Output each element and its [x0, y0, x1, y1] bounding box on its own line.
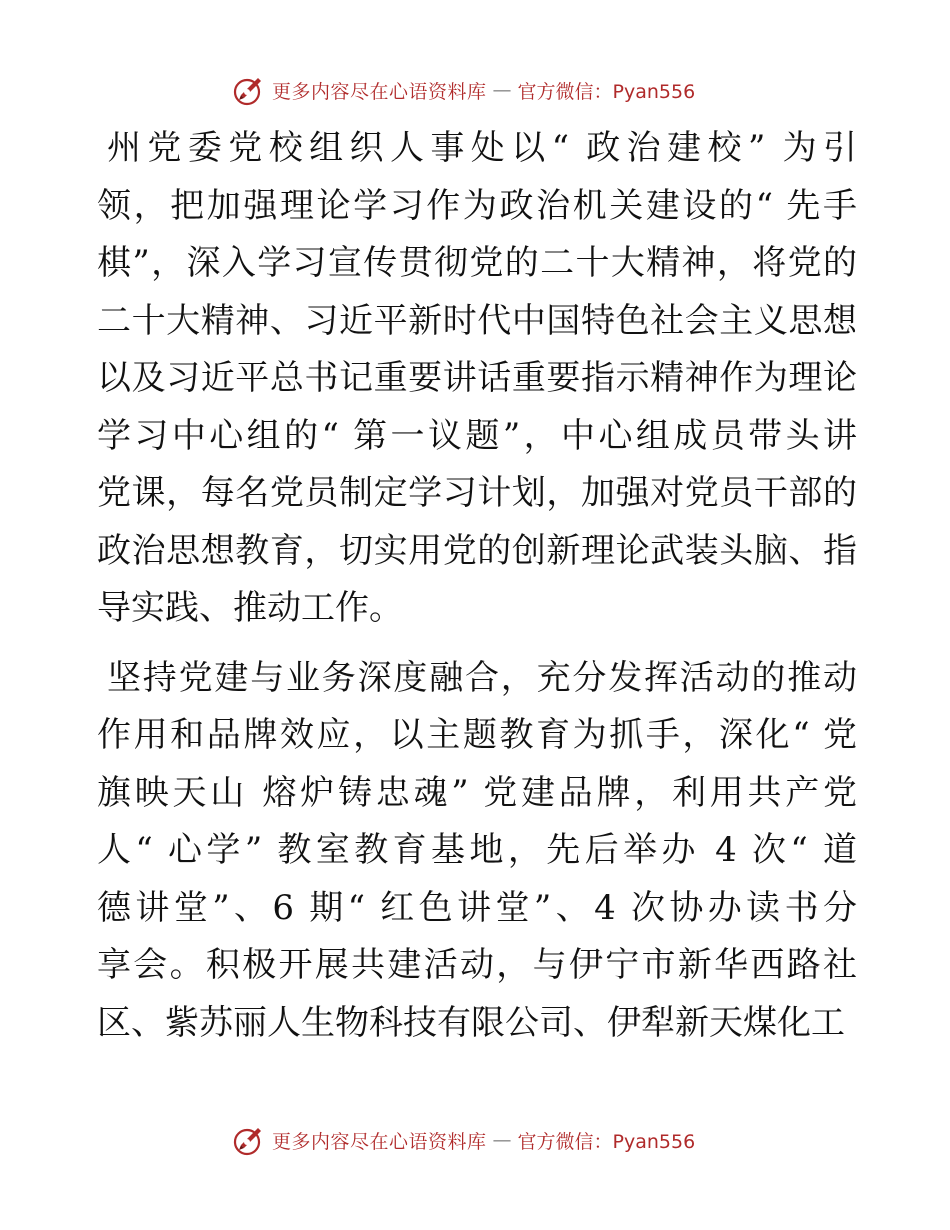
- text-line: 学习中心组的“ 第一议题”，中心组成员带头讲: [97, 415, 857, 456]
- footer-banner-text: 更多内容尽在心语资料库: [272, 1130, 487, 1153]
- text-line: 人“ 心学” 教室教育基地，先后举办 4 次“ 道: [97, 830, 857, 870]
- footer-banner-wechat: 官方微信：Pyan556: [517, 1130, 696, 1153]
- text-line: 坚持党建与业务深度融合，充分发挥活动的推动: [107, 657, 857, 698]
- text-line: 二十大精神、习近平新时代中国特色社会主义思想: [97, 300, 857, 341]
- header-banner-dash: —: [492, 79, 512, 101]
- text-line: 州党委党校组织人事处以“ 政治建校” 为引: [107, 128, 857, 168]
- header-banner-text: 更多内容尽在心语资料库: [272, 80, 487, 103]
- text-line: 党课，每名党员制定学习计划，加强对党员干部的: [97, 473, 857, 513]
- text-line: 旗映天山 熔炉铸忠魂” 党建品牌，利用共产党: [97, 772, 857, 813]
- pen-nib-logo-icon: [232, 1123, 266, 1157]
- footer-banner: [232, 1120, 695, 1160]
- text-line: 棋”，深入学习宣传贯彻党的二十大精神，将党的: [97, 243, 857, 283]
- text-line: 政治思想教育，切实用党的创新理论武装头脑、指: [97, 530, 857, 571]
- text-line: 享会。积极开展共建活动，与伊宁市新华西路社: [97, 945, 857, 985]
- header-banner-wechat: 官方微信：Pyan556: [517, 80, 696, 103]
- paragraph-1: [97, 120, 857, 638]
- paragraph-2: [97, 650, 857, 1053]
- text-line: 德讲堂”、6 期“ 红色讲堂”、4 次协办读书分: [97, 887, 857, 928]
- document-body: [97, 120, 857, 1052]
- footer-banner-dash: —: [492, 1129, 512, 1151]
- text-line: 领，把加强理论学习作为政治机关建设的“ 先手: [97, 185, 857, 226]
- text-line: 以及习近平总书记重要讲话重要指示精神作为理论: [97, 358, 857, 398]
- text-line: 作用和品牌效应，以主题教育为抓手，深化“ 党: [97, 715, 857, 755]
- text-line: 区、紫苏丽人生物科技有限公司、伊犁新天煤化工: [97, 1002, 845, 1043]
- pen-nib-logo-icon: [232, 73, 266, 107]
- header-banner: [232, 70, 695, 110]
- text-line: 导实践、推动工作。: [97, 588, 403, 628]
